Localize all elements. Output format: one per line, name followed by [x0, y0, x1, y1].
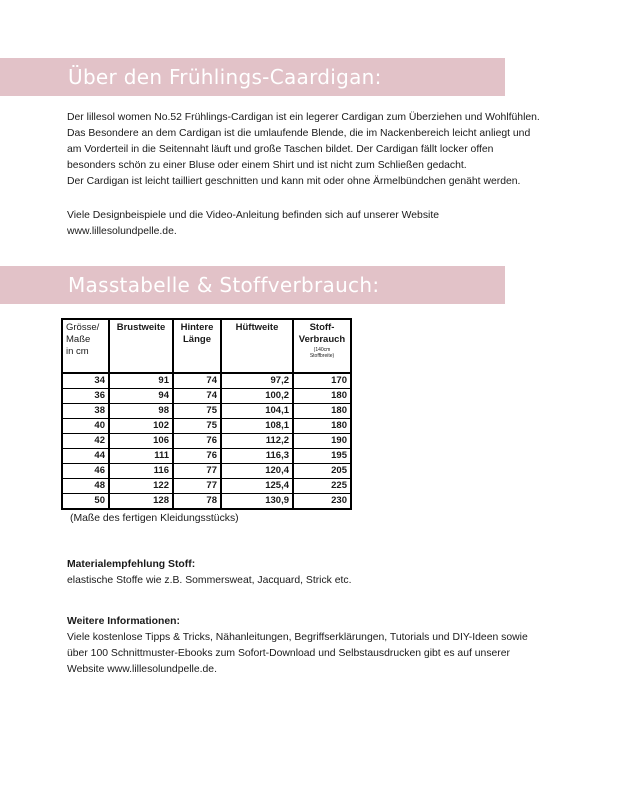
- website-link[interactable]: www.lillesolundpelle.de.: [67, 226, 177, 237]
- section-title-about: Über den Frühlings-Caardigan:: [68, 65, 382, 89]
- table-note: (Maße des fertigen Kleidungsstücks): [70, 513, 239, 524]
- table-row: 38 98 75 104,1 180: [62, 404, 351, 419]
- header-hueftweite: Hüftweite: [221, 319, 293, 373]
- size-table: [61, 318, 352, 510]
- header-brustweite: Brustweite: [109, 319, 173, 373]
- intro-line: Der Cardigan ist leicht tailliert geschnitten und kann mit oder ohne Ärmelbündchen genäht werden.: [67, 176, 521, 187]
- header-hintere-laenge: Hintere Länge: [173, 319, 221, 373]
- table-row: 48 122 77 125,4 225: [62, 479, 351, 494]
- intro-line: am Vorderteil in die Seitennaht läuft und große Taschen bildet. Der Cardigan fällt locker offen: [67, 144, 494, 155]
- intro-line: besonders schön zu einer Bluse oder einem Shirt und ist nicht zum Schließen gedacht.: [67, 160, 467, 171]
- stoffbreite-note: (140cm Stoffbreite): [309, 347, 335, 359]
- material-section: [67, 557, 587, 589]
- size-table-header-row: [62, 319, 351, 373]
- table-row: 40 102 75 108,1 180: [62, 419, 351, 434]
- table-row: 46 116 77 120,4 205: [62, 464, 351, 479]
- further-info-line: Website www.lillesolundpelle.de.: [67, 664, 217, 675]
- header-stoffverbrauch: Stoff- Verbrauch (140cm Stoffbreite): [293, 319, 351, 373]
- table-row: 34 91 74 97,2 170: [62, 373, 351, 389]
- further-info-heading: Weitere Informationen:: [67, 616, 180, 627]
- table-row: 50 128 78 130,9 230: [62, 494, 351, 510]
- intro-line: Der lillesol women No.52 Frühlings-Cardigan ist ein legerer Cardigan zum Überziehen und Wohlfühlen.: [67, 112, 540, 123]
- table-row: 44 111 76 116,3 195: [62, 449, 351, 464]
- further-info-line: Viele kostenlose Tipps & Tricks, Nähanleitungen, Begriffserklärungen, Tutorials und DIY-Ideen sowie: [67, 632, 528, 643]
- section-title-size-table: Masstabelle & Stoffverbrauch:: [68, 273, 380, 297]
- material-heading: Materialempfehlung Stoff:: [67, 559, 196, 570]
- table-row: 42 106 76 112,2 190: [62, 434, 351, 449]
- section-banner-size-table: [0, 266, 505, 304]
- further-info-section: [67, 614, 587, 678]
- intro-line: Das Besondere an dem Cardigan ist die umlaufende Blende, die im Nackenbereich leicht anliegt und: [67, 128, 531, 139]
- intro-paragraph: [67, 110, 587, 190]
- material-text: elastische Stoffe wie z.B. Sommersweat, Jacquard, Strick etc.: [67, 575, 352, 586]
- design-line: Viele Designbeispiele und die Video-Anleitung befinden sich auf unserer Website: [67, 210, 440, 221]
- further-info-line: über 100 Schnittmuster-Ebooks zum Sofort-Download und Selbstausdrucken gibt es auf unserer: [67, 648, 510, 659]
- table-row: 36 94 74 100,2 180: [62, 389, 351, 404]
- design-paragraph: [67, 208, 587, 240]
- section-banner-about: [0, 58, 505, 96]
- header-size: Grösse/ Maße in cm: [62, 319, 109, 373]
